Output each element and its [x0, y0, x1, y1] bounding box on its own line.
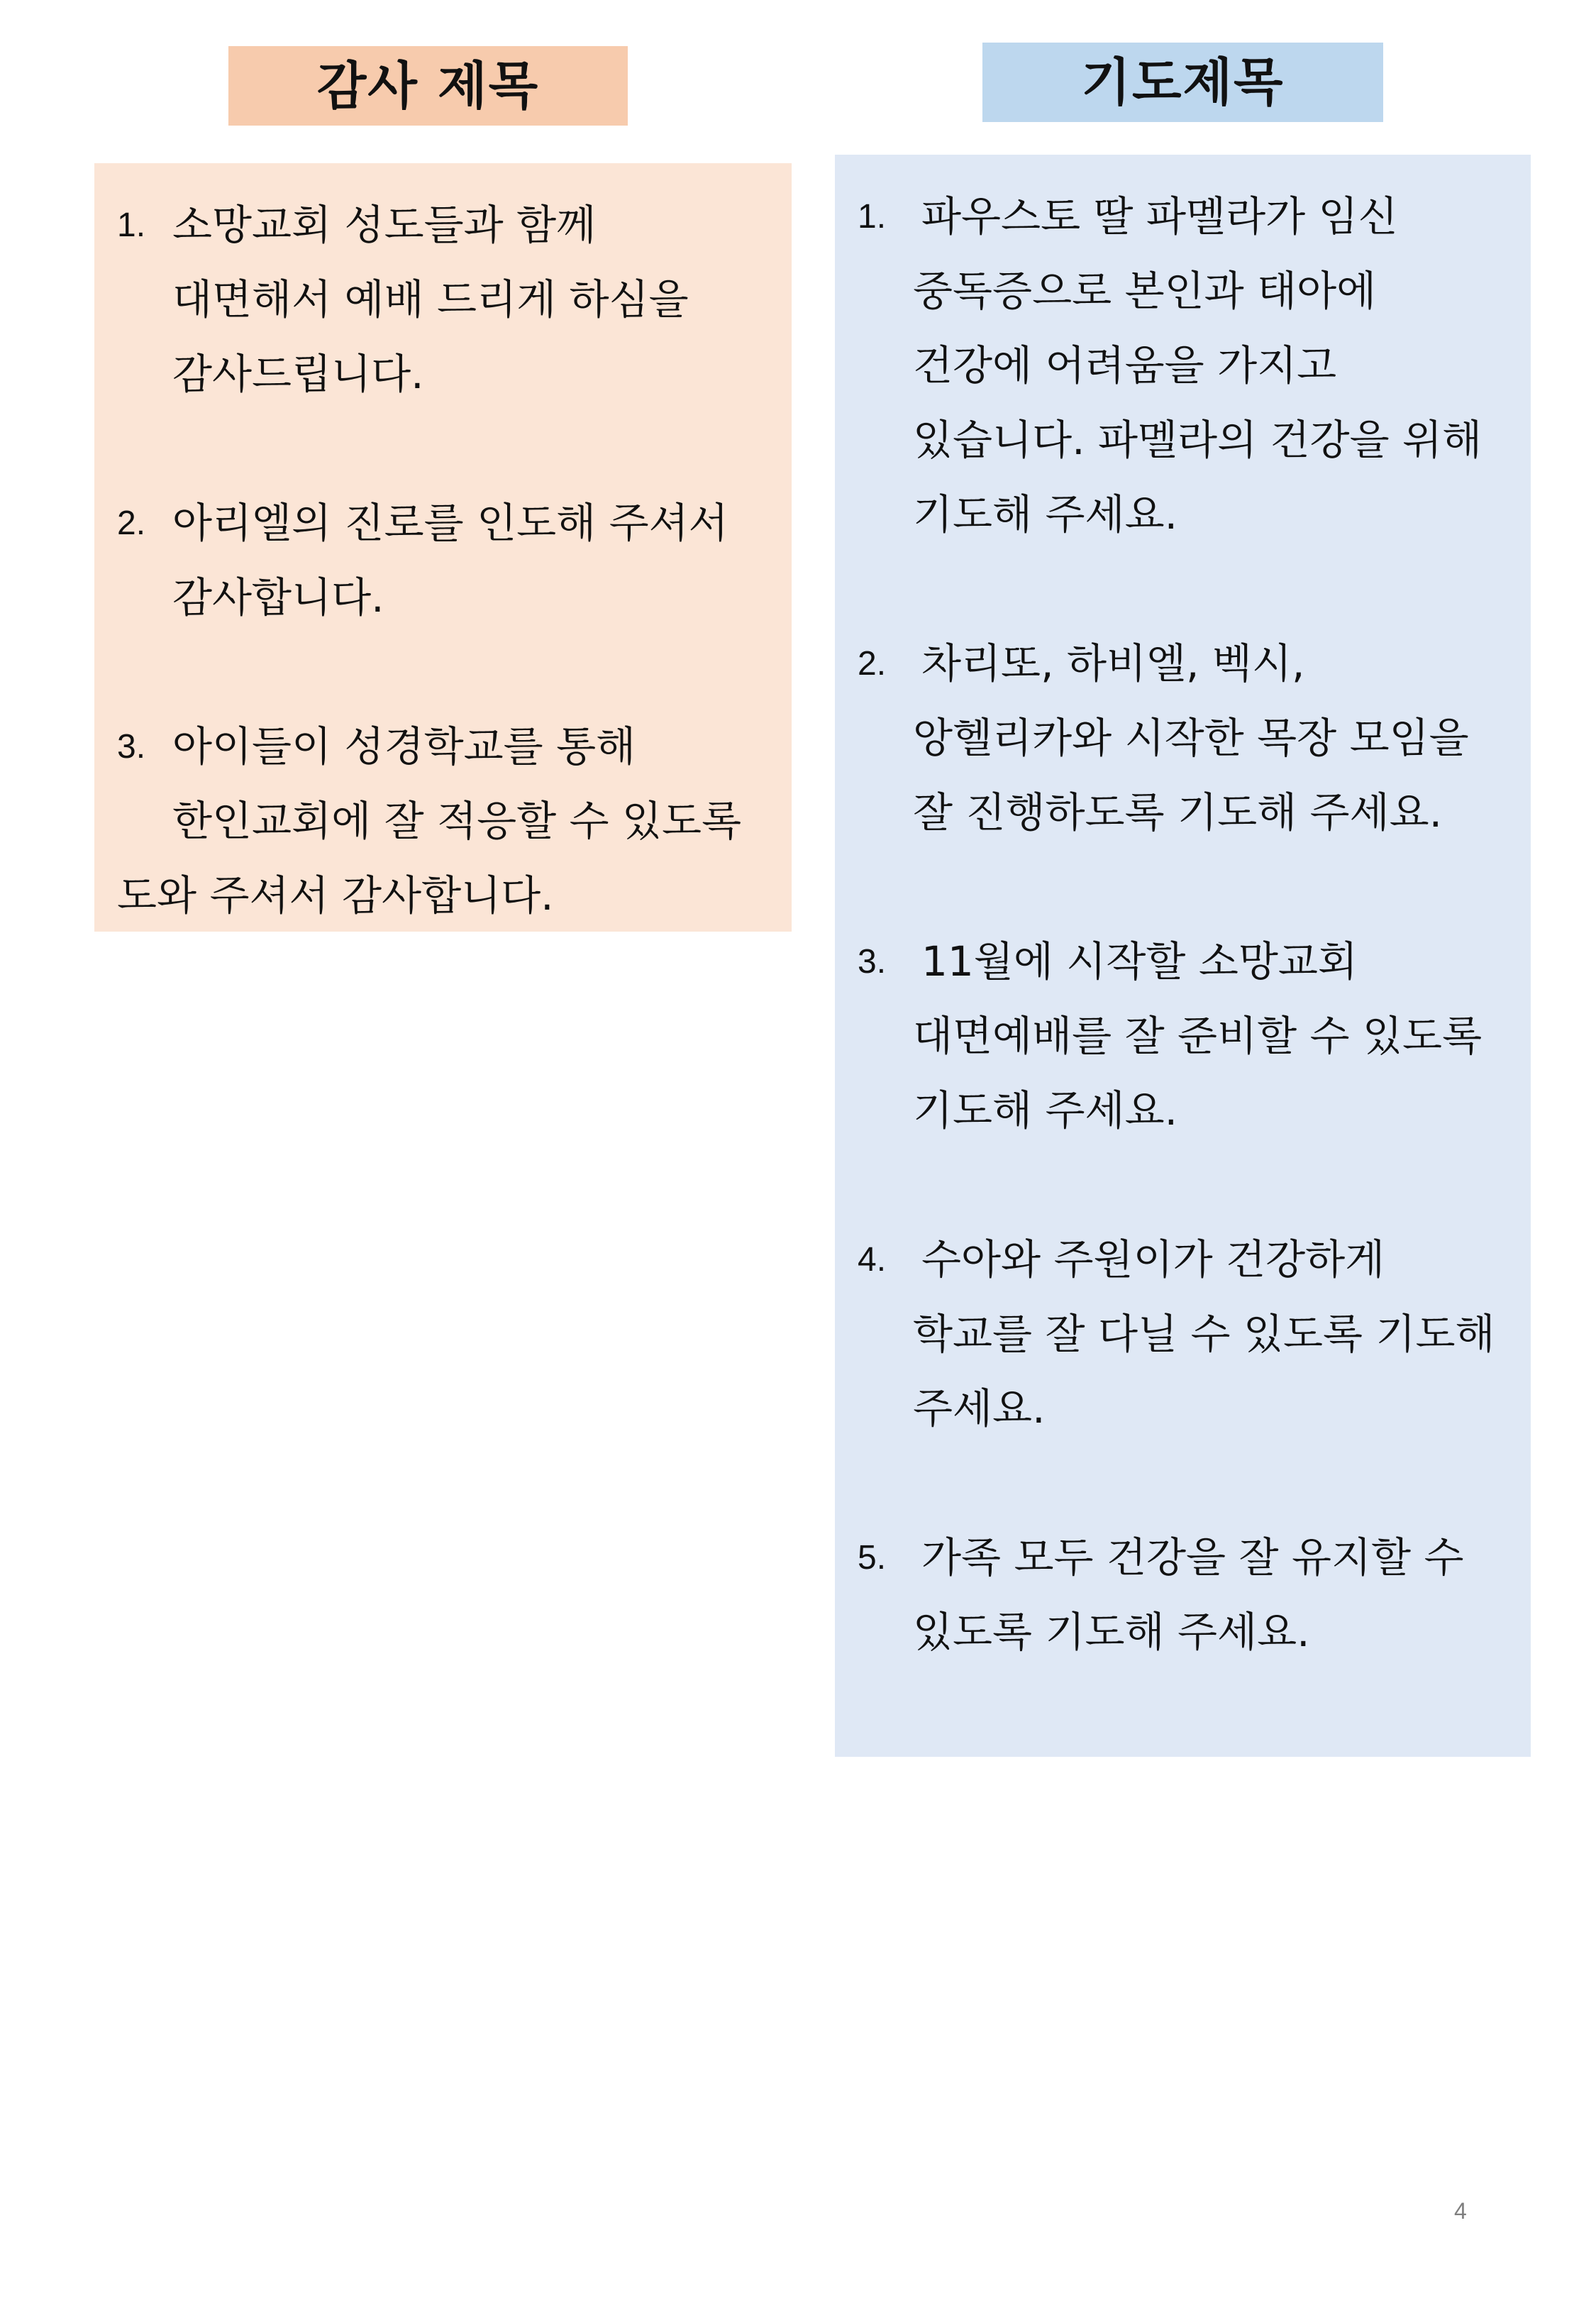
prayer-item-line: 있습니다. 파멜라의 건강을 위해	[913, 416, 1483, 464]
prayer-item-number: 1.	[858, 198, 887, 236]
prayer-item-line: 학교를 잘 다닐 수 있도록 기도해	[913, 1310, 1495, 1358]
thanks-item-1	[117, 188, 770, 412]
prayer-item-line: 11월에 시작할 소망교회	[921, 937, 1358, 986]
prayer-title: 기도제목	[982, 43, 1383, 122]
thanks-item-line: 대면해서 예배 드리게 하심을	[172, 275, 689, 324]
prayer-item-line: 차리또, 하비엘, 벡시,	[921, 639, 1305, 688]
thanks-item-line: 소망교회 성도들과 함께	[172, 201, 597, 249]
prayer-item-line: 파우스토 딸 파멜라가 임신	[921, 192, 1398, 241]
prayer-item-number: 3.	[858, 943, 887, 981]
thanks-item-line: 감사드립니다.	[172, 350, 424, 398]
prayer-item-line: 가족 모두 건강을 잘 유지할 수	[921, 1533, 1464, 1582]
prayer-item-4	[858, 1223, 1517, 1446]
prayer-item-line: 앙헬리카와 시작한 목장 모임을	[913, 714, 1469, 762]
thanks-item-line: 아리엘의 진로를 인도해 주셔서	[172, 499, 728, 547]
prayer-item-number: 5.	[858, 1539, 887, 1577]
prayer-item-number: 4.	[858, 1241, 887, 1279]
thanks-item-number: 3.	[117, 728, 146, 766]
prayer-item-line: 수아와 주원이가 건강하게	[921, 1235, 1385, 1284]
thanks-item-number: 1.	[117, 206, 146, 244]
thanks-item-number: 2.	[117, 504, 146, 542]
prayer-item-3	[858, 925, 1517, 1148]
thanks-item-line: 감사합니다.	[172, 573, 384, 622]
page-number: 4	[1454, 2198, 1467, 2224]
prayer-item-2	[858, 627, 1517, 850]
prayer-item-5	[858, 1521, 1517, 1670]
prayer-item-number: 2.	[858, 645, 887, 683]
prayer-panel	[835, 155, 1531, 1757]
prayer-item-line: 있도록 기도해 주세요.	[913, 1608, 1310, 1656]
prayer-item-line: 대면예배를 잘 준비할 수 있도록	[913, 1012, 1483, 1060]
prayer-item-line: 건강에 어려움을 가지고	[913, 341, 1337, 390]
thanks-item-2	[117, 486, 770, 635]
thanks-item-line: 아이들이 성경학교를 통해	[172, 722, 636, 771]
prayer-item-line: 기도해 주세요.	[913, 1086, 1178, 1135]
prayer-item-line: 잘 진행하도록 기도해 주세요.	[913, 788, 1443, 837]
thanks-item-line: 한인교회에 잘 적응할 수 있도록	[172, 797, 742, 845]
prayer-item-line: 기도해 주세요.	[913, 490, 1178, 539]
prayer-item-line: 주세요.	[913, 1384, 1046, 1433]
thanks-item-3	[117, 710, 770, 933]
prayer-item-1	[858, 180, 1517, 552]
thanks-item-line: 도와 주셔서 감사합니다.	[117, 871, 554, 920]
prayer-item-line: 중독증으로 본인과 태아에	[913, 267, 1377, 315]
thanks-title: 감사 제목	[228, 46, 628, 126]
thanks-panel	[94, 163, 792, 932]
